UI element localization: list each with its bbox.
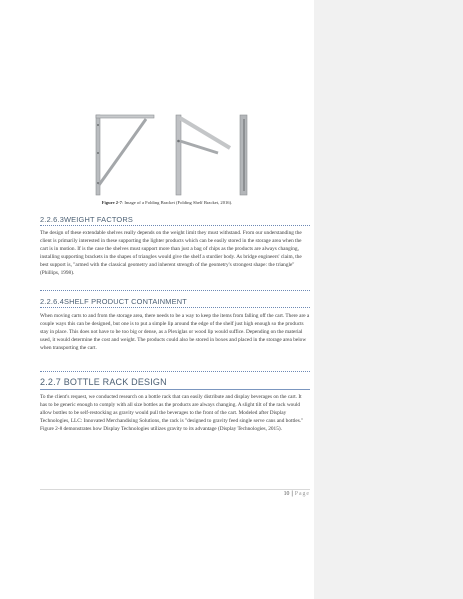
bracket-image-2 [176, 115, 230, 195]
bracket-image-1 [96, 115, 154, 195]
page-footer [200, 491, 310, 497]
section-rule [40, 225, 310, 226]
section-body-shelf-product-containment: When moving carts to and from the storage area, there needs to be a way to keep the items from falling off the cart. There are a couple ways this can be designed, but one is to put a simple lip around the edge of the shelf just high enough so the products stay in place. This does not have to be too big or dense, as a Plexiglas or wood lip would suffice. Depending on the material used, it would determine the cost and weight. The products could also be stored in boxes and placed in the storage area below when transporting the cart. [40, 313, 310, 352]
bracket-image-3 [240, 115, 247, 195]
section-body-bottle-rack-design: To the client's request, we conducted research on a bottle rack that can easily distribute and display beverages on the cart. It has to be generic enough to comply with all size bottles as the products are always changing. A slight tilt of the rack would allow bottles to be self-restocking as gravity would pull the beverages to the front of the cart. Modeled after Display Technologies, LLC: Innovated Merchandising Solutions, the rack is "designed to gravity feed single serve cans and bottles." Figure 2-8 demonstrates how Display Technologies utilizes gravity to its advantage (Display Technologies, 2015). [40, 394, 304, 433]
comments-margin-pane [314, 0, 463, 599]
figure-caption [40, 200, 294, 205]
figure-caption-text: : Image of a Folding Bracket (Folding Shelf Bracket, 2016). [121, 200, 233, 205]
section-heading-shelf-product-containment: 2.2.6.4SHELF PRODUCT CONTAINMENT [40, 297, 187, 306]
section-body-weight-factors: The design of these extendable shelves really depends on the weight limit they must withstand. From our understanding the client is primarily interested in these supporting the lighter products which can be easily stored in the storage area when the cart is in motion. If is the case the shelves must support more than just a bag of chips as the products are always changing, installing supporting brackets in the shapes of triangles would give the shelf a sturdier body. As bridge engineers' claim, the best support is, "armed with the classical geometry and inherent strength of the geometry's strongest shape: the triangle" (Phillips, 1998). [40, 230, 302, 277]
section-rule [40, 290, 310, 291]
folding-bracket-figure [90, 113, 260, 198]
section-heading-weight-factors: 2.2.6.3WEIGHT FACTORS [40, 215, 134, 224]
footer-rule [40, 489, 310, 490]
section-rule [40, 389, 310, 390]
footer-separator: | [291, 491, 293, 497]
section-heading-bottle-rack-design: 2.2.7 BOTTLE RACK DESIGN [40, 377, 167, 387]
section-rule [40, 307, 310, 308]
page-label: Page [294, 491, 310, 497]
page-number: 10 [283, 491, 290, 497]
figure-caption-label: Figure 2-7 [101, 200, 122, 205]
section-rule [40, 371, 310, 372]
